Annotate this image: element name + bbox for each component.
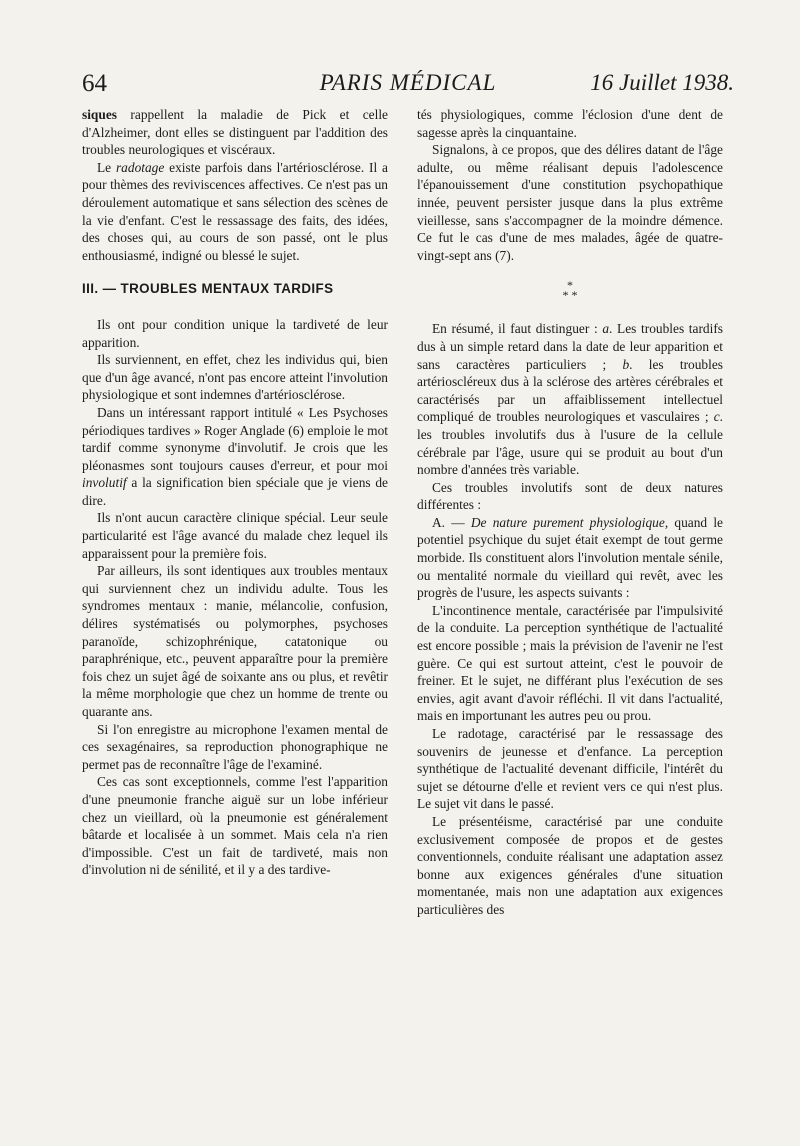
italic-term: involutif [82,475,127,491]
page-number: 64 [82,70,107,97]
paragraph: Ils surviennent, en effet, chez les individus qui, bien que d'un âge avancé, n'ont pas encore atteint l'involution physiologique et sont indemnes d'artériosclérose. [82,352,388,403]
running-title: PARIS MÉDICAL [319,70,497,95]
right-column [417,106,723,919]
paragraph: Si l'on enregistre au microphone l'examen mental de ces sexagénaires, sa reproduction phonographique ne permet pas de reconnaître l'âge de l'examiné. [82,721,388,772]
italic-term: De nature purement physiologique [470,514,665,530]
page-header [82,70,734,104]
left-column [82,106,388,879]
paragraph: tés physiologiques, comme l'éclosion d'une dent de sagesse après la cinquantaine. [417,107,723,140]
paragraph: Signalons, à ce propos, que des délires datant de l'âge adulte, ou même réalisant depuis l'adolescence l'épanouissement d'une constitution psychopathique innée, peuvent persister jusque dans la plus extrême vieillesse, sans s'accompagner de la moindre démence. Ce fut le cas d'une de mes malades, âgée de quatre-vingt-sept ans (7). [417,142,723,263]
paragraph: Ces troubles involutifs sont de deux natures différentes : [417,479,723,513]
asterism-separator: * * * [562,278,578,303]
paragraph: Ces cas sont exceptionnels, comme l'est l'apparition d'une pneumonie franche aiguë sur un lobe inférieur chez un vieillard, où la pneumonie est généralement bâtarde et localisée à un sommet. Mais cela n'a rien d'impossible. C'est un fait de tardiveté, mais non d'involution ni de sénilité, et il y a des tardive- [82,774,388,878]
paragraph: L'incontinence mentale, caractérisée par l'impulsivité de la conduite. La perception synthétique de l'actualité est encore possible ; mais la prévision de l'avenir ne l'est guère. Ce qui est surtout atteint, c'est le pouvoir de freiner. Et le sujet, ne différant plus l'exécution de ses envies, agit avant d'avoir réfléchi. Il vit dans l'actualité, mais en importunant les autres peu ou prou. [417,602,723,724]
section-heading: III. — TROUBLES MENTAUX TARDIFS [82,281,334,297]
paragraph: siques rappellent la maladie de Pick et celle d'Alzheimer, dont elles se distinguent par l'addition des troubles neurologiques et viscéraux. [82,107,388,158]
issue-date: 16 Juillet 1938. [590,70,734,95]
paragraph: Dans un intéressant rapport intitulé « Les Psychoses périodiques tardives » Roger Anglade (6) emploie le mot tardif comme synonyme d'involutif. Je crois que les pléonasmes sont toujours causes d'erreur, et pour moi involutif a la signification bien spéciale que je viens de dire. [82,404,388,508]
paragraph: En résumé, il faut distinguer : a. Les troubles tardifs dus à un simple retard dans la date de leur apparition et sans caractères particuliers ; b. les troubles artérioscléreux dus à la sclérose des artères cérébrales et caractérisés par un affaiblissement intellectuel compliqué de troubles neurologiques et vasculaires ; c. les troubles involutifs dus à l'usure de la cellule cérébrale par l'âge, usure qui se produit au bout d'un nombre d'années très variable. [417,321,724,478]
paragraph: Le présentéisme, caractérisé par une conduite exclusivement composée de propos et de gestes conventionnels, conduite réalisant une adaptation assez bonne aux exigences générales d'une situation momentanée, mais non une adaptation aux exigences particulières des [417,813,723,917]
lead-word: siques [82,107,117,122]
paragraph: Le radotage existe parfois dans l'artériosclérose. Il a pour thèmes des reviviscences affectives. Ce n'est pas un déroulement automatique et sans sélection des scènes de la vie d'enfant. C'est le ressassage des faits, des idées, des choses qui, au cours de son passé, ont le plus enthousiasmé, indigné ou blessé le sujet. [82,159,388,263]
paragraph: Ils n'ont aucun caractère clinique spécial. Leur seule particularité est l'âge avancé du malade chez lequel ils apparaissent pour la première fois. [82,510,388,561]
paragraph: Par ailleurs, ils sont identiques aux troubles mentaux qui surviennent chez un individu adulte. Tous les syndromes mentaux : manie, mélancolie, confusion, délires systématisés ou polymorphes, psychoses paranoïde, schizophrénique, catatonique ou paraphrénique, etc., peuvent apparaître pour la première fois chez un sujet âgé de soixante ans ou plus, et revêtir la même morphologie que chez un homme de trente ou quarante ans. [82,563,388,719]
paragraph: Ils ont pour condition unique la tardiveté de leur apparition. [82,316,388,350]
paragraph: Le radotage, caractérisé par le ressassage des souvenirs de jeunesse et d'enfance. La perception synthétique de l'actualité devenant difficile, l'intérêt du sujet se détourne d'elle et revient vers ce qui n'est plus. Le sujet vit dans le passé. [417,726,723,812]
italic-term: radotage [115,159,165,175]
paragraph: A. — De nature purement physiologique, quand le potentiel psychique du sujet était exempt de tout germe morbide. Ils constituent alors l'involution mentale sénile, ou mentalité normale du vieillard qui revêt, avec les progrès de l'usure, les aspects suivants : [417,514,723,601]
